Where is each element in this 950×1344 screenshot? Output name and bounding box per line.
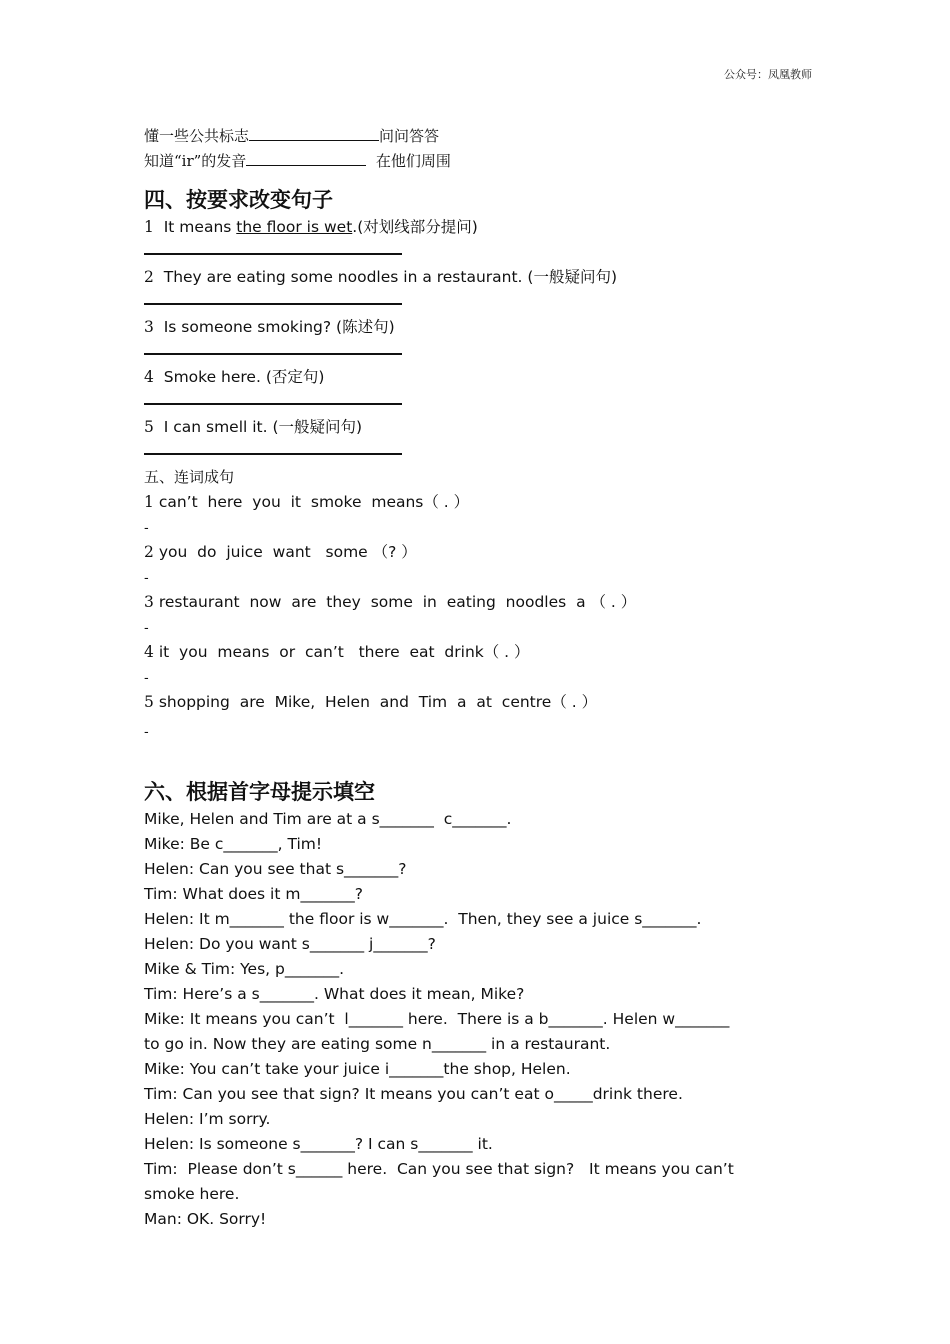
item-words: you do juice want some （? ）: [158, 543, 417, 561]
passage-line: Helen: Can you see that s_______?: [144, 860, 407, 878]
underlined-part: the floor is wet: [236, 218, 353, 236]
section5-item-4: [144, 640, 804, 665]
item-text: Is someone smoking? (陈述句): [163, 318, 395, 336]
passage-line: Mike: Be c_______, Tim!: [144, 835, 323, 853]
answer-blank[interactable]: [246, 150, 366, 166]
passage-line: Mike, Helen and Tim are at a s_______ c_______.: [144, 810, 512, 828]
section4-item-1: [144, 215, 804, 240]
passage-line: Helen: Is someone s_______? I can s_______ it.: [144, 1135, 493, 1153]
item-number: 3: [144, 593, 154, 611]
answer-line[interactable]: [144, 353, 402, 355]
intro-line-2-before: 知道“ir”的发音: [144, 152, 247, 170]
passage-line: Tim: Can you see that sign? It means you can’t eat o_____drink there.: [144, 1085, 683, 1103]
section4-item-2: [144, 265, 804, 290]
passage-line: Tim: Please don’t s______ here. Can you see that sign? It means you can’t: [144, 1160, 734, 1178]
answer-dash[interactable]: -: [144, 621, 149, 636]
item-words: it you means or can’t there eat drink（ . ）: [158, 643, 530, 661]
answer-dash[interactable]: -: [144, 725, 149, 740]
item-number: 5: [144, 418, 154, 436]
item-number: 5: [144, 693, 154, 711]
answer-line[interactable]: [144, 253, 402, 255]
item-number: 4: [144, 643, 154, 661]
item-number: 1: [144, 218, 154, 236]
section5-item-3: [144, 590, 804, 615]
section5-item-5: [144, 690, 804, 715]
item-words: shopping are Mike, Helen and Tim a at centre（ . ）: [158, 693, 598, 711]
section4-item-3: [144, 315, 804, 340]
passage-line: Tim: What does it m_______?: [144, 885, 363, 903]
passage-line: Mike: You can’t take your juice i_______the shop, Helen.: [144, 1060, 571, 1078]
intro-line-1-after: 问问答答: [379, 127, 440, 145]
answer-dash[interactable]: -: [144, 521, 149, 536]
passage-line: Mike: It means you can’t l_______ here. There is a b_______. Helen w_______: [144, 1010, 730, 1028]
answer-line[interactable]: [144, 303, 402, 305]
item-text: They are eating some noodles in a restaurant. (一般疑问句): [163, 268, 618, 286]
intro-line-2: [144, 149, 804, 174]
passage-line: Helen: I’m sorry.: [144, 1110, 271, 1128]
answer-line[interactable]: [144, 453, 402, 455]
section4-item-4: [144, 365, 804, 390]
section6-passage: [144, 807, 804, 1232]
item-words: restaurant now are they some in eating noodles a （ . ）: [158, 593, 637, 611]
item-number: 4: [144, 368, 154, 386]
passage-line: Mike & Tim: Yes, p_______.: [144, 960, 345, 978]
passage-line: to go in. Now they are eating some n_______ in a restaurant.: [144, 1035, 611, 1053]
intro-line-2-after: 在他们周围: [366, 152, 451, 170]
item-number: 2: [144, 543, 154, 561]
intro-line-1-before: 懂一些公共标志: [144, 127, 250, 145]
passage-line: Man: OK. Sorry!: [144, 1210, 267, 1228]
section5-title: 五、连词成句: [144, 468, 235, 486]
answer-dash[interactable]: -: [144, 571, 149, 586]
item-number: 1: [144, 493, 154, 511]
answer-blank[interactable]: [249, 125, 379, 141]
passage-line: Helen: Do you want s_______ j_______?: [144, 935, 436, 953]
header-account: 公众号：凤凰教师: [724, 68, 812, 81]
item-words: can’t here you it smoke means（ . ）: [158, 493, 470, 511]
section5-item-1: [144, 490, 804, 515]
passage-line: Helen: It m_______ the floor is w_______. Then, they see a juice s_______.: [144, 910, 702, 928]
section6-title: 六、根据首字母提示填空: [144, 780, 375, 804]
passage-line: Tim: Here’s a s_______. What does it mean, Mike?: [144, 985, 525, 1003]
item-text: It means: [163, 218, 237, 236]
item-instruction: .(对划线部分提问): [352, 218, 478, 236]
intro-line-1: [144, 124, 804, 149]
answer-line[interactable]: [144, 403, 402, 405]
item-number: 3: [144, 318, 154, 336]
worksheet-content: [144, 124, 804, 1232]
item-text: I can smell it. (一般疑问句): [163, 418, 363, 436]
section4-item-5: [144, 415, 804, 440]
item-text: Smoke here. (否定句): [163, 368, 325, 386]
section4-title: 四、按要求改变句子: [144, 188, 333, 212]
passage-line: smoke here.: [144, 1185, 240, 1203]
item-number: 2: [144, 268, 154, 286]
answer-dash[interactable]: -: [144, 671, 149, 686]
section5-item-2: [144, 540, 804, 565]
